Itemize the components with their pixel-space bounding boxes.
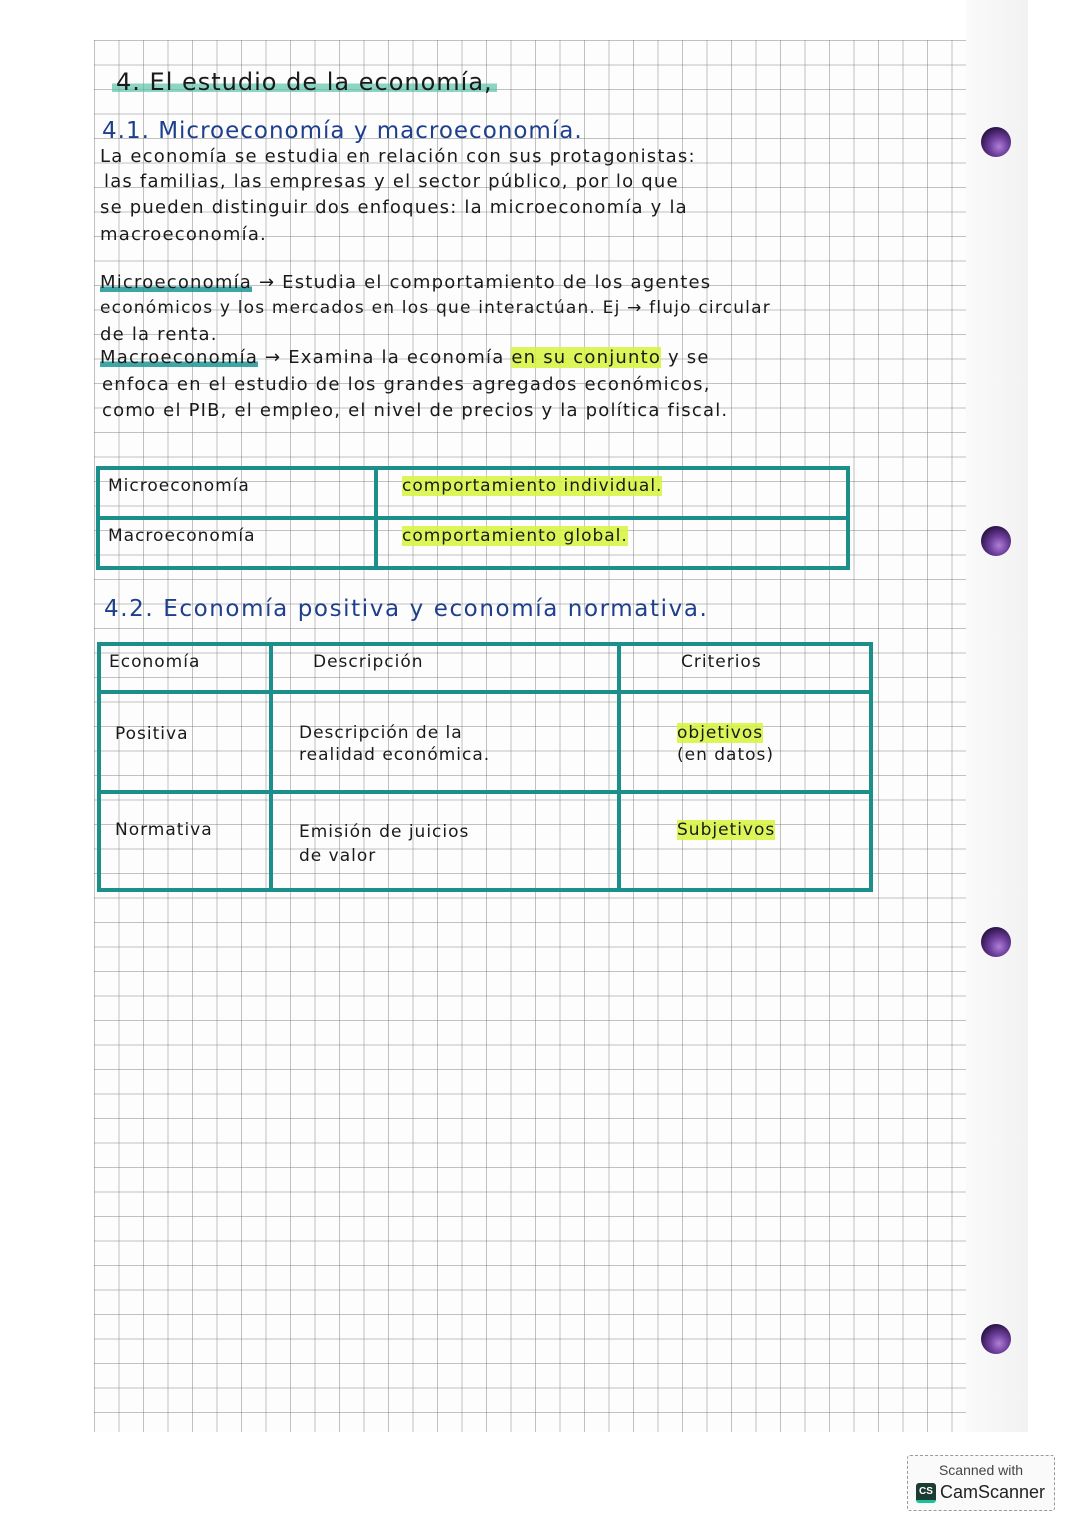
criterio-highlight: Subjetivos <box>677 820 776 840</box>
positive-normative-table <box>97 642 873 892</box>
descripcion-line-1: Descripción de la <box>299 723 463 743</box>
macro-line-1-end: y se <box>668 347 710 368</box>
camscanner-logo-icon: CS <box>916 1483 936 1503</box>
cell-criterio <box>619 792 871 890</box>
intro-line-2: las familias, las empresas y el sector público, por lo que <box>104 171 679 192</box>
micro-term: Microeconomía <box>100 272 253 293</box>
descripcion-line-2: realidad económica. <box>299 745 491 765</box>
watermark-brand-name: CamScanner <box>940 1482 1046 1502</box>
arrow-icon: → <box>264 347 282 368</box>
table-row <box>99 792 871 890</box>
cell-criterio <box>619 692 871 792</box>
section-heading-micro-macro: 4.1. Microeconomía y macroeconomía. <box>102 118 583 144</box>
cell-descripcion <box>271 692 619 792</box>
cell-economia: Positiva <box>99 692 271 792</box>
header-economia: Economía <box>99 644 271 692</box>
micro-definition-line-2: económicos y los mercados en los que interactúan. Ej → flujo circular <box>100 298 771 318</box>
descripcion-line-1: Emisión de juicios <box>299 822 470 842</box>
macro-term: Macroeconomía <box>100 347 259 368</box>
watermark-brand <box>916 1482 1045 1503</box>
title-text: 4. El estudio de la economía, <box>112 68 497 96</box>
cell-descripcion <box>271 792 619 890</box>
table-header-row <box>99 644 871 692</box>
micro-definition-line-1 <box>100 272 711 293</box>
cell-economia: Normativa <box>99 792 271 890</box>
intro-line-1: La economía se estudia en relación con sus protagonistas: <box>100 146 696 167</box>
macro-line-1-text: Examina la economía <box>288 347 505 368</box>
criterio-line-2: (en datos) <box>677 745 775 765</box>
page-margin <box>966 0 1028 1432</box>
header-descripcion: Descripción <box>271 644 619 692</box>
page-title <box>112 68 497 96</box>
macro-definition-line-3: como el PIB, el empleo, el nivel de precios y la política fiscal. <box>102 400 729 421</box>
intro-line-4: macroeconomía. <box>100 224 267 245</box>
binder-hole-icon <box>981 1324 1011 1354</box>
arrow-icon: → <box>258 272 276 293</box>
binder-hole-icon <box>981 526 1011 556</box>
macro-definition-line-1 <box>100 347 710 368</box>
watermark-caption: Scanned with <box>938 1462 1024 1478</box>
macro-definition-line-2: enfoca en el estudio de los grandes agregados económicos, <box>102 374 711 395</box>
table-cell-value <box>376 518 848 568</box>
highlight-en-su-conjunto: en su conjunto <box>511 347 662 368</box>
binder-hole-icon <box>981 127 1011 157</box>
table-cell-value <box>376 468 848 518</box>
criterio-highlight: objetivos <box>677 723 764 743</box>
micro-line-1-text: Estudia el comportamiento de los agentes <box>282 272 712 293</box>
binder-hole-icon <box>981 927 1011 957</box>
camscanner-watermark <box>907 1455 1055 1511</box>
highlighted-value: comportamiento individual. <box>402 476 663 496</box>
table-cell-term: Macroeconomía <box>98 518 376 568</box>
micro-definition-line-3: de la renta. <box>100 324 218 345</box>
micro-macro-table <box>96 466 850 570</box>
descripcion-line-2: de valor <box>299 846 377 866</box>
table-row <box>98 518 848 568</box>
intro-line-3: se pueden distinguir dos enfoques: la microeconomía y la <box>100 197 688 218</box>
highlighted-value: comportamiento global. <box>402 526 628 546</box>
table-row <box>99 692 871 792</box>
table-row <box>98 468 848 518</box>
header-criterios: Criterios <box>619 644 871 692</box>
table-cell-term: Microeconomía <box>98 468 376 518</box>
section-heading-positive-normative: 4.2. Economía positiva y economía normativa. <box>104 596 709 622</box>
